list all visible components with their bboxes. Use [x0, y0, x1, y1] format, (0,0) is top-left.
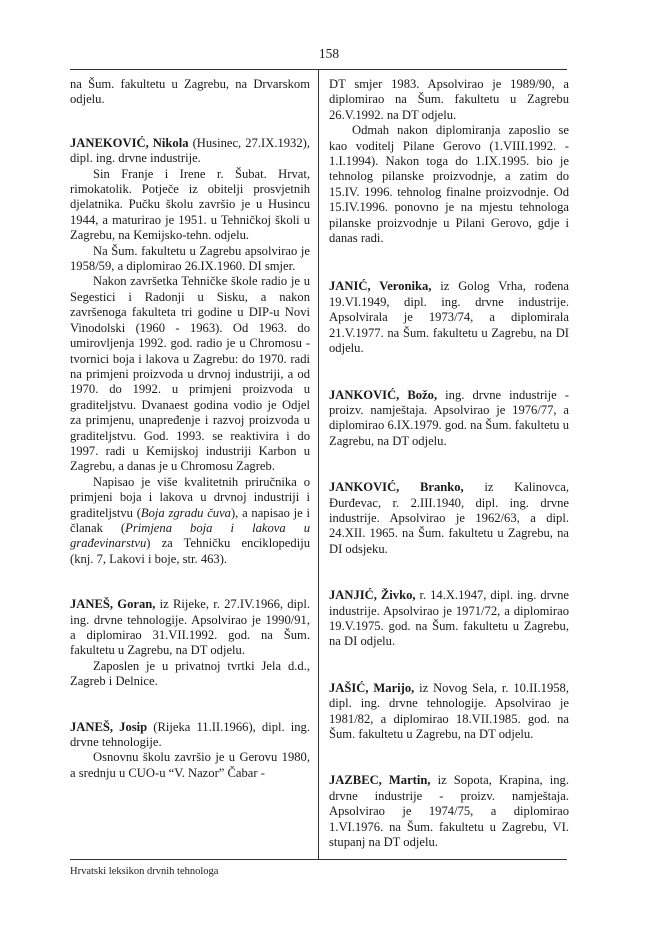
- left-column: [70, 77, 310, 781]
- entry-jankovic-bozo: [329, 388, 569, 450]
- entry-headword: JAŠIĆ, Marijo,: [329, 680, 415, 695]
- entry-paragraph: Sin Franje i Irene r. Šubat. Hrvat, rimokatolik. Potječe iz obitelji prosvjetnih djelatnika. Pučku školu završio je u Husincu 1944, a maturirao je 1951. u Tehničkoj školi u Zagrebu, na Kemijsko-tehn. odjelu.: [70, 166, 310, 243]
- entry-continuation: [70, 77, 310, 108]
- entry-janjic-zivko: [329, 588, 569, 650]
- entry-intro: (Rijeka 11.II.1966), dipl. ing. drvne tehnologije.: [70, 719, 311, 750]
- right-column: [329, 77, 569, 850]
- column-divider: [318, 70, 319, 859]
- entry-janes-goran: [70, 597, 310, 689]
- entry-jazbec-martin: [329, 773, 569, 850]
- page-number: 158: [318, 46, 340, 61]
- entry-paragraph: Osnovnu školu završio je u Gerovu 1980, a srednju u CUO-u “V. Nazor” Čabar -: [70, 750, 310, 780]
- entry-paragraph: Na Šum. fakultetu u Zagrebu apsolvirao je 1958/59, a diplomirao 26.IX.1960. DI smjer.: [70, 243, 310, 274]
- entry-paragraph: Zaposlen je u privatnoj tvrtki Jela d.d., Zagreb i Delnice.: [70, 658, 310, 689]
- entry-janekovic-nikola: [70, 136, 310, 567]
- entry-jasic-marijo: [329, 681, 569, 743]
- entry-headword: JANEŠ, Goran,: [70, 597, 156, 612]
- book-title: Boja zgradu čuva: [140, 505, 231, 520]
- entry-paragraph: Odmah nakon diplomiranja zaposlio se kao voditelj Pilane Gerovo (1.VIII.1992. - 1.I.1994). Nakon toga do 1.IX.1995. bio je tehnolog pilanske proizvodnje, a zatim do 15.IV. 1996. tehnolog finalne proizvodnje. Od 15.IV.1996. ponovno je na mjestu tehnologa pilanske proizvodnje u Pilani Gerovo, gdje i danas radi.: [329, 123, 569, 246]
- entry-janes-josip: [70, 720, 310, 782]
- article-title: Primjena boja i lakova u građevinarstvu: [70, 520, 310, 551]
- entry-paragraph: Nakon završetka Tehničke škole radio je u Segestici i Radonji u Sisku, a nakon završenoga fakulteta tri godine u DIP-u Novi Vinodolski (1960 - 1963). Od 1963. do umirovljenja 1992. god. radio je u Chromosu - tvornici boja i lakova u Zagrebu: do 1970. radi na primjeni proizvoda u drvnoj industriji, a od 1970. do 1992. u primjeni proizvoda u graditeljstvu. Dvanaest godina vodio je Odjel za primjenu, unapređenje i razvoj proizvoda u graditeljstvu. God. 1993. se reaktivira i do 1997. radi u Kemijskoj industriji Karbon u Zagrebu, a danas je u Chromosu Zagreb.: [70, 274, 310, 474]
- entry-intro: iz Rijeke, r. 27.IV.1966, dipl. ing. drvne tehnologije. Apsolvirao je 1990/91, a diplomirao 31.VII.1992. god. na Šum. fakultetu u Zagrebu, na DT odjelu.: [70, 597, 310, 658]
- entry-intro: iz Kalinovca, Đurđevac, r. 2.III.1940, dipl. ing. drvne industrije. Apsolvirao je 1962/63, a dipl. 24.XII. 1965. na Šum. fakultetu u Zagrebu, na DI odsjeku.: [329, 480, 569, 556]
- entry-headword: JANKOVIĆ, Božo,: [329, 387, 438, 402]
- footer-title: Hrvatski leksikon drvnih tehnologa: [70, 866, 219, 877]
- entry-intro: r. 14.X.1947, dipl. ing. drvne industrije. Apsolvirao je 1971/72, a diplomirao 19.V.1975. god. na Šum. fakultetu u Zagrebu, na DI odjelu.: [329, 588, 569, 649]
- entry-paragraph: Napisao je više kvalitetnih priručnika o primjeni boja i lakova u drvnoj industriji i graditeljstvu (Boja zgradu čuva), a napisao je i članak (Primjena boja i lakova u građevinarstvu) za Tehničku enciklopediju (knj. 7, Lakovi i boje, str. 463).: [70, 474, 310, 566]
- entry-intro: ing. drvne industrije - proizv. namještaja. Apsolvirao je 1976/77, a diplomirao 6.IX.1979. god. na Šum. fakultetu u Zagrebu, na DT odjelu.: [329, 387, 569, 448]
- entry-headword: JANKOVIĆ, Branko,: [329, 480, 464, 495]
- entry-text: na Šum. fakultetu u Zagrebu, na Drvarskom odjelu.: [70, 77, 310, 107]
- entry-intro: iz Sopota, Krapina, ing. drvne industrije - proizv. namještaja. Apsolvirao je 1974/75, a diplomirao 1.VI.1976. na Šum. fakultetu u Zagrebu, VI. stupanj na DT odjelu.: [329, 773, 569, 850]
- entry-continuation-janes-josip: [329, 77, 569, 246]
- entry-intro: (Husinec, 27.IX.1932), dipl. ing. drvne industrije.: [70, 135, 310, 166]
- entry-headword: JANIĆ, Veronika,: [329, 279, 432, 294]
- entry-headword: JANEŠ, Josip: [70, 719, 148, 734]
- bottom-rule: [70, 859, 567, 860]
- entry-paragraph: DT smjer 1983. Apsolvirao je 1989/90, a diplomirao na Šum. fakultetu u Zagrebu 26.V.1992. na DT odjelu.: [329, 77, 569, 122]
- entry-headword: JAZBEC, Martin,: [329, 773, 431, 788]
- entry-jankovic-branko: [329, 480, 569, 557]
- entry-headword: JANEKOVIĆ, Nikola: [70, 135, 189, 150]
- entry-intro: iz Novog Sela, r. 10.II.1958, dipl. ing. drvne tehnologije. Apsolvirao je 1981/82, a diplomirao 18.VII.1985. god. na Šum. fakultetu u Zagrebu, na DT odjelu.: [329, 680, 569, 741]
- entry-intro: iz Golog Vrha, rođena 19.VI.1949, dipl. ing. drvne industrije. Apsolvirala je 1973/74, a diplomirala 21.V.1977. na Šum. fakultetu u Zagrebu, na DI odjelu.: [329, 279, 569, 356]
- entry-headword: JANJIĆ, Živko,: [329, 588, 416, 603]
- entry-janic-veronika: [329, 279, 569, 356]
